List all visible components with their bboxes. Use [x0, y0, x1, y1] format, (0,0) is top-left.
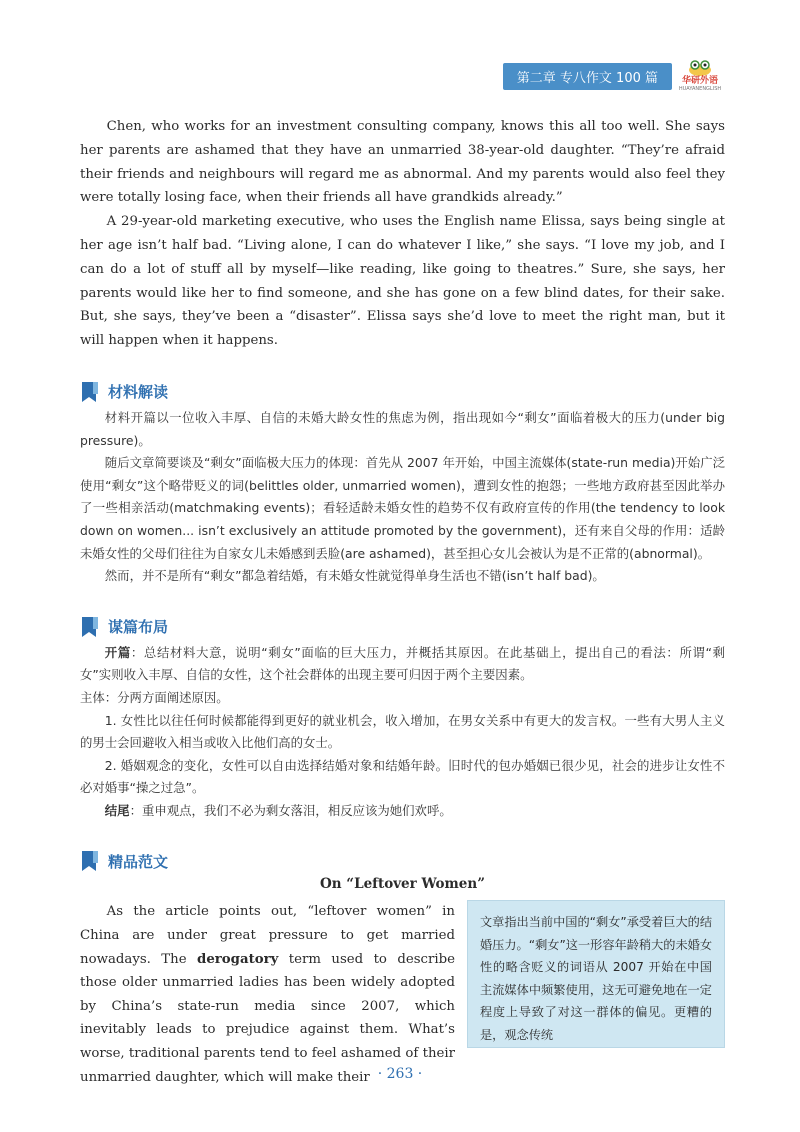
layout-body: 主体：分两方面阐述原因。	[80, 689, 229, 705]
section-heading-material	[80, 381, 725, 403]
publisher-logo	[678, 60, 722, 92]
logo-subtext: HUAYANENGLISH	[678, 86, 722, 92]
chapter-label: 第二章 专八作文 100 篇	[503, 63, 672, 90]
section-bookmark-icon	[80, 616, 100, 638]
essay-text-part-2: term used to describe those older unmarried ladies has been widely adopted by China’s state-run media since 2007, which inevitably leads to prejudice against them. What’s worse, traditional parents tend to feel ashamed of their unmarried daughter, which will make their	[80, 951, 455, 1085]
ending-label: 结尾	[104, 802, 130, 818]
essay-title: On “Leftover Women”	[320, 876, 485, 893]
logo-text: 华研外语	[681, 76, 718, 86]
essay-columns	[80, 900, 725, 1089]
section-bookmark-icon	[80, 381, 100, 403]
section-title: 精品范文	[108, 852, 169, 871]
section-bookmark-icon	[80, 850, 100, 872]
layout-point-2: 2. 婚姻观念的变化，女性可以自由选择结婚对象和结婚年龄。旧时代的包办婚姻已很少见，社会的进步让女性不必对婚事“操之过急”。	[80, 757, 725, 796]
section-title: 谋篇布局	[108, 618, 169, 637]
layout-point-1: 1. 女性比以往任何时候都能得到更好的就业机会，收入增加，在男女关系中有更大的发言权。一些有大男人主义的男士会回避收入相当或收入比他们高的女士。	[80, 712, 725, 751]
section-heading-model-essay	[80, 850, 725, 872]
passage-paragraph-2: A 29-year-old marketing executive, who uses the English name Elissa, says being single at her age isn’t half bad. “Living alone, I can do whatever I like,” she says. “I love my job, and I can do a lot of stuff all by myself—like reading, like going to theatres.” Sure, she says, her parents would like her to find someone, and she has gone on a few blind dates, for their sake. But, she says, they’ve been a “disaster”. Elissa says she’d love to meet the right man, but it will happen when it happens.	[80, 214, 725, 349]
opening-label: 开篇	[104, 644, 131, 660]
section-title: 材料解读	[108, 383, 169, 402]
layout-opening	[80, 642, 725, 687]
ending-text: ：重申观点，我们不必为剩女落泪，相反应该为她们欢呼。	[129, 802, 452, 818]
essay-text-part-1: As the article points out, “leftover women” in China are under great pressure to get married nowadays. The	[80, 904, 455, 967]
translation-note-box: 文章指出当前中国的“剩女”承受着巨大的结婚压力。“剩女”这一形容年龄稍大的未婚女性的略含贬义的词语从 2007 开始在中国主流媒体中频繁使用，这无可避免地在一定程度上导致了对这一群体的偏见。更糟的是，观念传统	[467, 900, 725, 1048]
passage-paragraph-1: Chen, who works for an investment consulting company, knows this all too well. She says her parents are ashamed that they have an unmarried 38-year-old daughter. “They’re afraid their friends and neighbours will regard me as abnormal. And my parents would also feel they were totally losing face, when their friends all have grandkids already.”	[80, 119, 725, 206]
layout-ending	[80, 800, 725, 823]
material-paragraph-3: 然而，并不是所有“剩女”都急着结婚，有未婚女性就觉得单身生活也不错(isn’t half bad)。	[104, 568, 605, 584]
section-heading-layout	[80, 616, 725, 638]
frog-logo-icon	[687, 60, 713, 76]
running-header	[503, 62, 722, 90]
essay-paragraph	[80, 900, 455, 1089]
essay-bold-word: derogatory	[197, 951, 279, 967]
page-number: · 263 ·	[377, 1066, 423, 1082]
material-paragraph-1: 材料开篇以一位收入丰厚、自信的未婚大龄女性的焦虑为例，指出现如今“剩女”面临着极大的压力(under big pressure)。	[80, 409, 725, 448]
page-content	[80, 115, 725, 1089]
opening-text: ：总结材料大意，说明“剩女”面临的巨大压力，并概括其原因。在此基础上，提出自己的看法：所谓“剩女”实则收入丰厚、自信的女性，这个社会群体的出现主要可归因于两个主要因素。	[80, 644, 725, 683]
material-paragraph-2: 随后文章简要谈及“剩女”面临极大压力的体现：首先从 2007 年开始，中国主流媒体(state-run media)开始广泛使用“剩女”这个略带贬义的词(belittles older, unmarried women)，遭到女性的抱怨；一些地方政府甚至因此举办了一些相亲活动(matchmaking events)；看轻适龄未婚女性的趋势不仅有政府宣传的作用(the tendency to look down on women... isn’t exclusively an attitude promoted by the government)，还有来自父母的作用：适龄未婚女性的父母们往往为自家女儿未婚感到丢脸(are ashamed)，甚至担心女儿会被认为是不正常的(abnormal)。	[80, 455, 725, 561]
